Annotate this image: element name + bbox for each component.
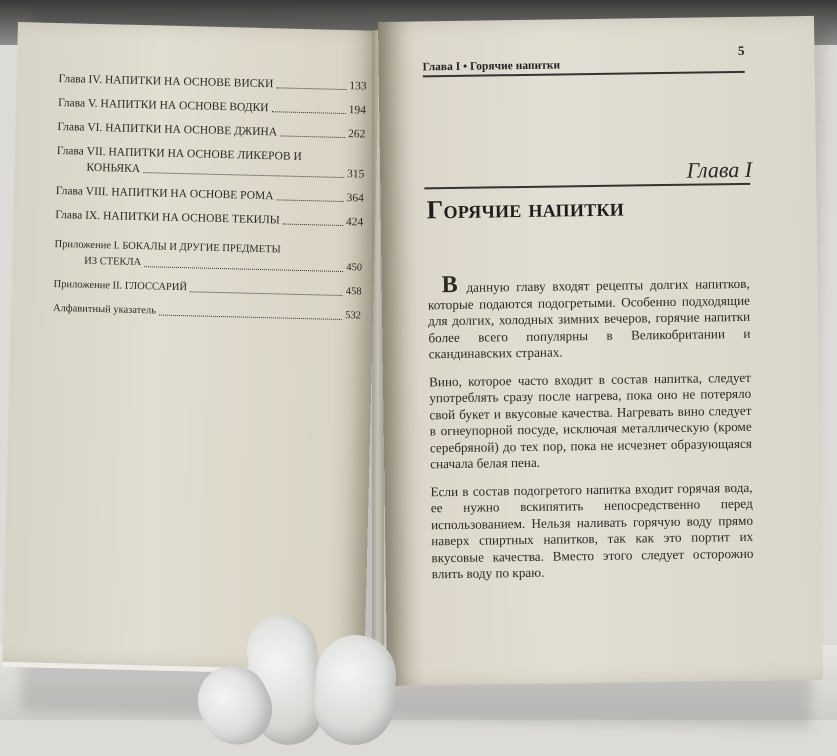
toc-entry bbox=[55, 207, 363, 231]
paragraph: Вино, которое часто входит в состав напитка, следует употреблять сразу после нагрева, пока оно не потеряло свой букет и вкусовые качества. Нагревать вино следует в огнеупорной посуде, исключая металлическую (кроме серебряной) до тех пор, пока не исчезнет образующаяся сначала белая пена. bbox=[428, 369, 753, 472]
toc-page: 364 bbox=[346, 192, 364, 205]
toc-label: Алфавитный указатель bbox=[52, 302, 157, 317]
toc-leader bbox=[283, 224, 343, 226]
chapter-rule bbox=[424, 183, 750, 190]
toc-leader bbox=[159, 315, 342, 320]
toc-page: 262 bbox=[347, 128, 366, 141]
toc-label: Глава IX. НАПИТКИ НА ОСНОВЕ ТЕКИЛЫ bbox=[55, 208, 280, 227]
toc-leader bbox=[271, 111, 345, 114]
chapter-title: Горячие напитки bbox=[426, 192, 625, 225]
toc-entry bbox=[57, 119, 365, 143]
toc-page: 532 bbox=[345, 310, 362, 322]
toc-entry bbox=[58, 71, 366, 95]
toc-label-cont: ИЗ СТЕКЛА bbox=[84, 255, 142, 269]
toc-page: 458 bbox=[345, 286, 362, 298]
body-text bbox=[428, 273, 754, 594]
toc-leader bbox=[280, 135, 345, 138]
toc-page: 450 bbox=[346, 262, 363, 274]
toc-leader bbox=[143, 172, 344, 178]
toc-leader bbox=[276, 199, 343, 202]
toc-entry bbox=[53, 301, 361, 325]
toc-page: 194 bbox=[348, 104, 367, 117]
running-head-text: Глава I • Горячие напитки bbox=[422, 59, 561, 74]
dropcap: В bbox=[441, 271, 458, 299]
toc-entry bbox=[54, 237, 363, 277]
right-page bbox=[378, 16, 823, 686]
toc-label: Глава IV. НАПИТКИ НА ОСНОВЕ ВИСКИ bbox=[58, 73, 274, 91]
toc-page: 424 bbox=[345, 216, 364, 229]
page-number: 5 bbox=[737, 42, 745, 58]
paragraph: Если в состав подогретого напитка входит горячая вода, ее нужно вскипятить непосредственно перед использованием. Нельзя наливать горячую воду прямо наверх спиртных напитков, так как это портит их вкусовые качества. Вместо этого следует осторожно влить воду по краю. bbox=[430, 479, 754, 582]
toc-leader bbox=[276, 87, 346, 90]
toc-label: Приложение I. БОКАЛЫ И ДРУГИЕ ПРЕДМЕТЫ bbox=[54, 238, 281, 256]
running-head bbox=[422, 42, 745, 77]
left-page bbox=[2, 22, 380, 676]
toc-label: Приложение II. ГЛОССАРИЙ bbox=[53, 278, 188, 294]
toc-page: 133 bbox=[349, 80, 367, 93]
toc-label: Глава VI. НАПИТКИ НА ОСНОВЕ ДЖИНА bbox=[57, 120, 278, 139]
toc-leader bbox=[190, 291, 343, 296]
chapter-label: Глава I bbox=[686, 156, 753, 183]
toc-label: Глава V. НАПИТКИ НА ОСНОВЕ ВОДКИ bbox=[57, 97, 269, 115]
toc-entry bbox=[56, 183, 364, 207]
toc-page: 315 bbox=[346, 168, 365, 181]
toc-label: Глава VII. НАПИТКИ НА ОСНОВЕ ЛИКЕРОВ И bbox=[56, 144, 302, 163]
toc-leader bbox=[144, 266, 343, 272]
glove-finger bbox=[311, 632, 398, 747]
toc-entry bbox=[56, 143, 365, 183]
table-of-contents bbox=[53, 71, 367, 332]
toc-label-cont: КОНЬЯКА bbox=[86, 161, 141, 176]
paragraph bbox=[428, 273, 751, 363]
toc-entry bbox=[53, 277, 361, 301]
paragraph-text: данную главу входят рецепты долгих напитков, которые подаются подогретыми. Особенно подходящие для долгих, холодных зимних вечеров, горячие напитки более всего популярны в Великобритании и скандинавских странах. bbox=[427, 275, 751, 362]
toc-entry bbox=[58, 95, 366, 119]
toc-label: Глава VIII. НАПИТКИ НА ОСНОВЕ РОМА bbox=[55, 184, 274, 203]
